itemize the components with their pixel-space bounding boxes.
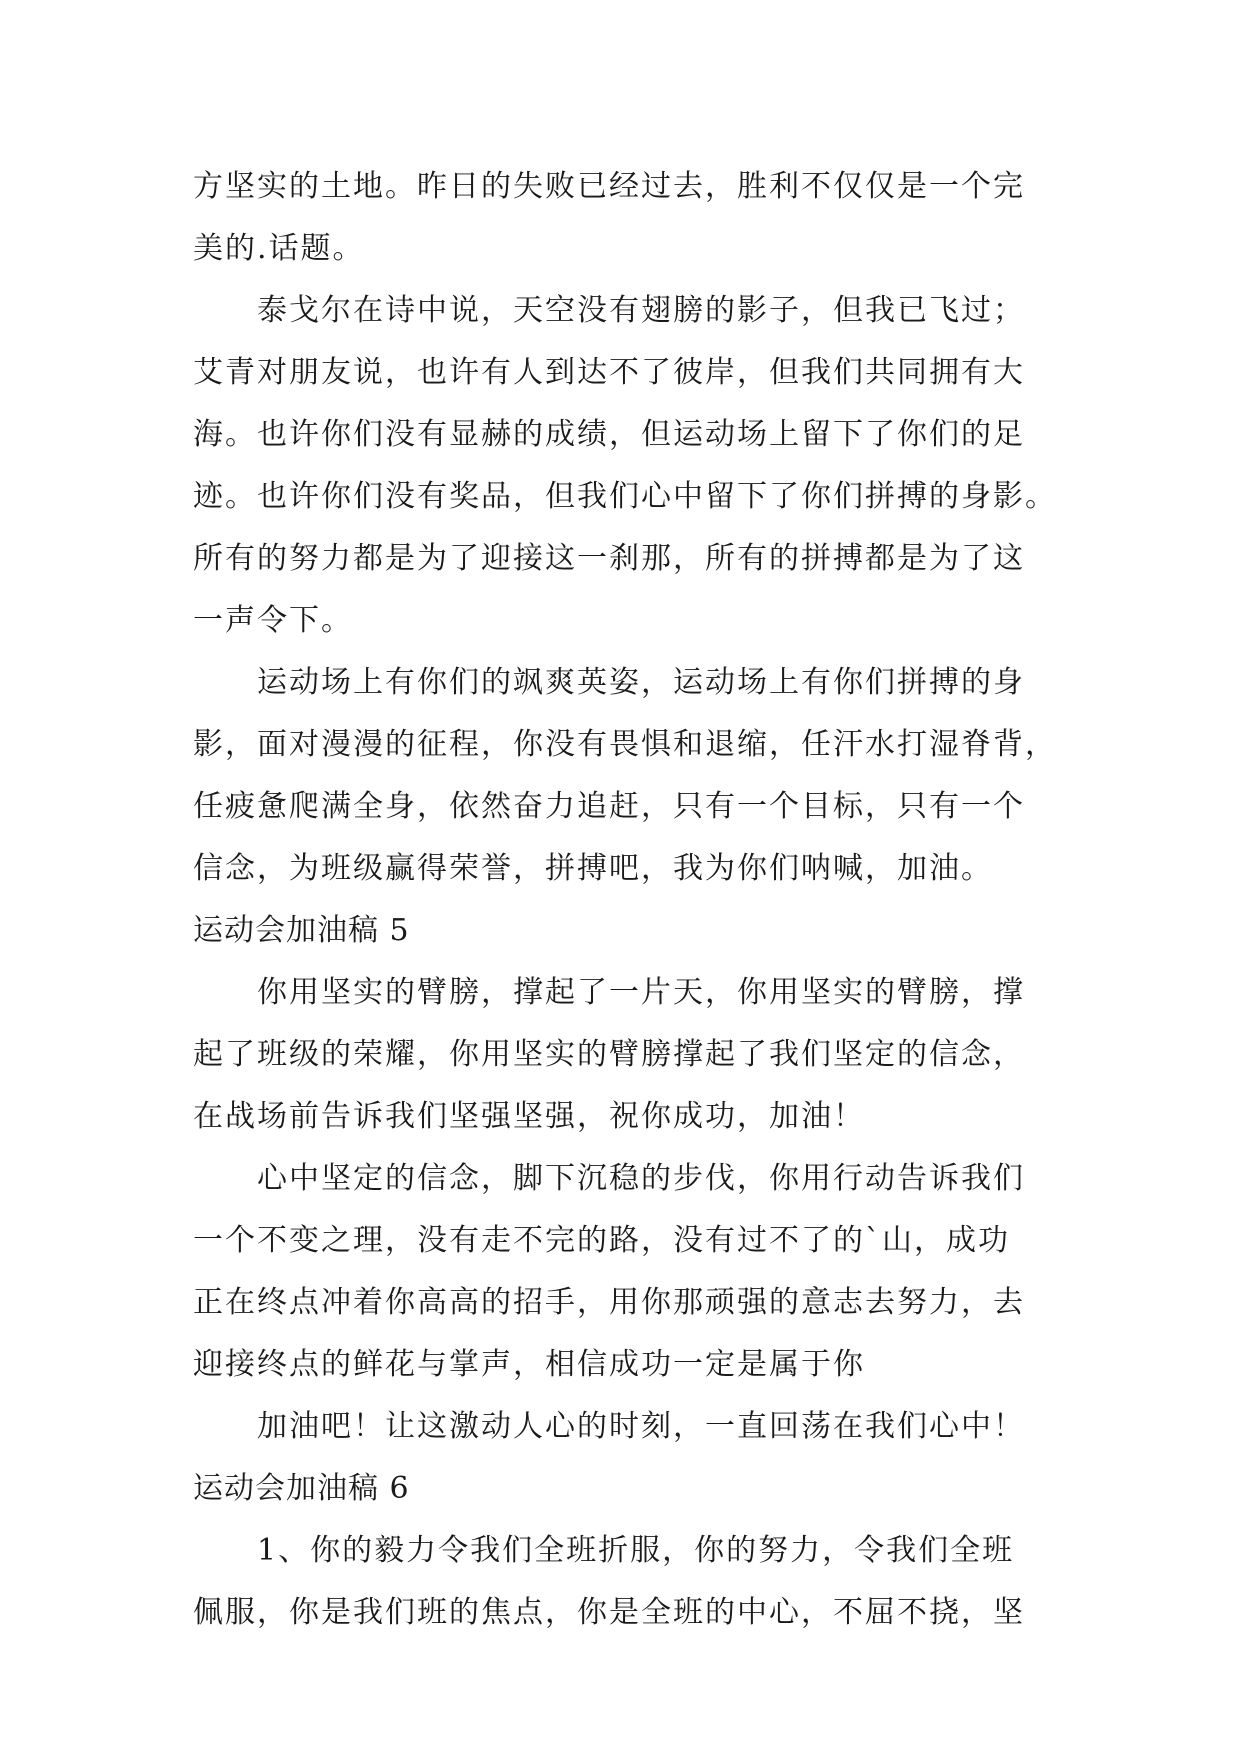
paragraph-start-line: 你用坚实的臂膀，撑起了一片天，你用坚实的臂膀，撑 [257, 975, 1025, 1010]
text-line: 方坚实的土地。昨日的失败已经过去，胜利不仅仅是一个完 [193, 169, 1025, 204]
paragraph-start-line: 1、你的毅力令我们全班折服，你的努力，令我们全班 [257, 1533, 1015, 1568]
paragraph-start-line: 运动场上有你们的飒爽英姿，运动场上有你们拼搏的身 [257, 665, 1025, 700]
document-body [193, 156, 1057, 1644]
text-line: 美的.话题。 [193, 231, 365, 266]
paragraph-start-line: 加油吧！让这激动人心的时刻，一直回荡在我们心中！ [257, 1409, 1025, 1444]
text-line: 任疲惫爬满全身，依然奋力追赶，只有一个目标，只有一个 [193, 789, 1025, 824]
section-heading: 运动会加油稿 6 [193, 1471, 410, 1506]
text-line: 一个不变之理，没有走不完的路，没有过不了的`山，成功 [193, 1223, 1010, 1258]
text-line: 佩服，你是我们班的焦点，你是全班的中心，不屈不挠，坚 [193, 1595, 1025, 1630]
text-line: 起了班级的荣耀，你用坚实的臂膀撑起了我们坚定的信念， [193, 1037, 1025, 1072]
text-line: 所有的努力都是为了迎接这一刹那，所有的拼搏都是为了这 [193, 541, 1025, 576]
text-line: 正在终点冲着你高高的招手，用你那顽强的意志去努力，去 [193, 1285, 1025, 1320]
text-line: 迹。也许你们没有奖品，但我们心中留下了你们拼搏的身影。 [193, 479, 1057, 514]
paragraph-start-line: 泰戈尔在诗中说，天空没有翅膀的影子，但我已飞过； [257, 293, 1025, 328]
paragraph-start-line: 心中坚定的信念，脚下沉稳的步伐，你用行动告诉我们 [257, 1161, 1025, 1196]
section-heading: 运动会加油稿 5 [193, 913, 410, 948]
text-line: 迎接终点的鲜花与掌声，相信成功一定是属于你 [193, 1347, 865, 1382]
text-line: 在战场前告诉我们坚强坚强，祝你成功，加油！ [193, 1099, 865, 1134]
text-line: 影，面对漫漫的征程，你没有畏惧和退缩，任汗水打湿脊背， [193, 727, 1057, 762]
text-line: 一声令下。 [193, 603, 353, 638]
text-line: 海。也许你们没有显赫的成绩，但运动场上留下了你们的足 [193, 417, 1025, 452]
text-line: 艾青对朋友说，也许有人到达不了彼岸，但我们共同拥有大 [193, 355, 1025, 390]
text-line: 信念，为班级赢得荣誉，拼搏吧，我为你们呐喊，加油。 [193, 851, 993, 886]
